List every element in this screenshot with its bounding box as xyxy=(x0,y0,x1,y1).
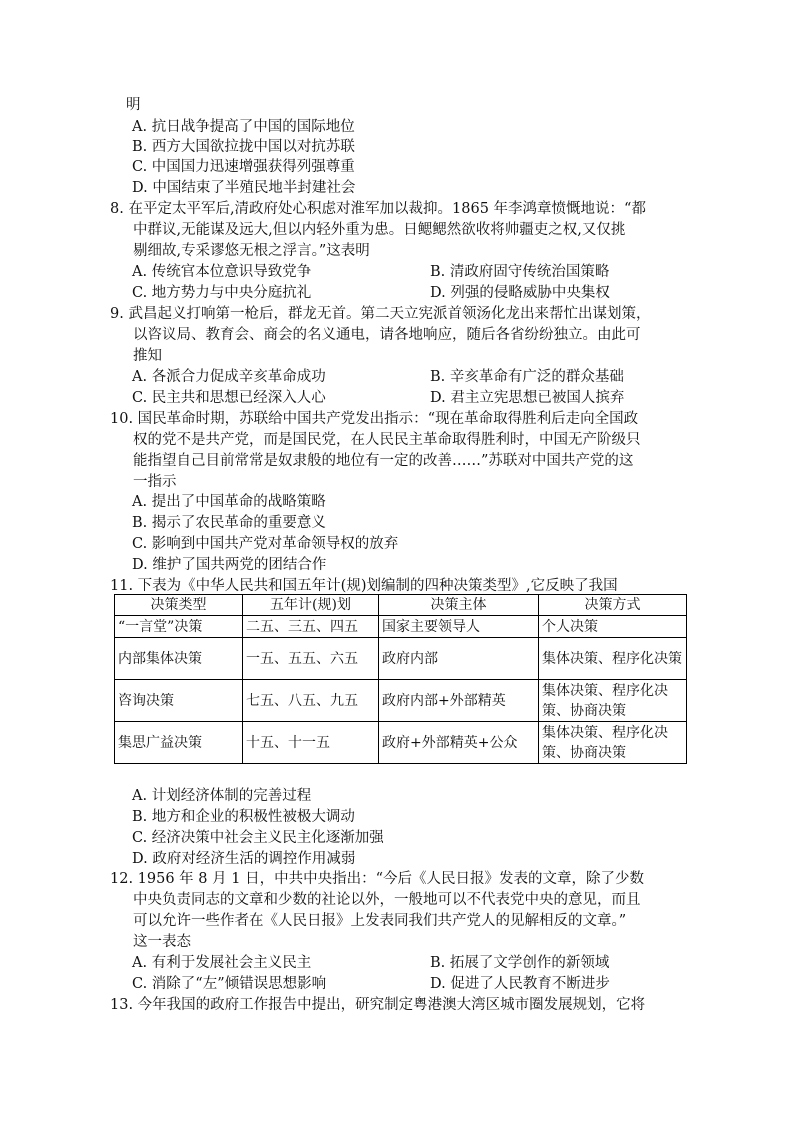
q10-option-c: C. 影响到中国共产党对革命领导权的放弃 xyxy=(132,536,399,552)
table-cell: 二五、三五、四五 xyxy=(243,616,379,638)
q11-option-a: A. 计划经济体制的完善过程 xyxy=(132,788,312,804)
q8-stem-line1: 8. 在平定太平军后,清政府处心积虑对淮军加以裁抑。1865 年李鸿章愤慨地说：“都 xyxy=(110,201,646,217)
q12-option-d: D. 促进了人民教育不断进步 xyxy=(430,976,610,992)
q7-option-b: B. 西方大国欲拉拢中国以对抗苏联 xyxy=(132,139,355,155)
q12-option-c: C. 消除了“左”倾错误思想影响 xyxy=(132,976,327,992)
q7-stem-end: 明 xyxy=(126,97,141,113)
q9-option-b: B. 辛亥革命有广泛的群众基础 xyxy=(430,369,624,385)
q9-stem-line2: 以咨议局、教育会、商会的名义通电，请各地响应，随后各省纷纷独立。由此可 xyxy=(133,327,641,343)
table-cell: 一五、五五、六五 xyxy=(243,638,379,680)
q8-option-d: D. 列强的侵略威胁中央集权 xyxy=(430,285,610,301)
q10-option-d: D. 维护了国共两党的团结合作 xyxy=(132,557,327,573)
table-cell: 政府+外部精英+公众 xyxy=(379,722,539,764)
q8-stem-line2: 中群议,无能谋及远大,但以内轻外重为患。日鳃鳃然欲收将帅疆吏之权,又仅挑 xyxy=(133,222,626,238)
q12-stem-line4: 这一表态 xyxy=(133,934,191,950)
table-cell: 咨询决策 xyxy=(115,680,243,722)
table-cell: 国家主要领导人 xyxy=(379,616,539,638)
q10-option-b: B. 揭示了农民革命的重要意义 xyxy=(132,515,326,531)
q11-stem-line1: 11. 下表为《中华人民共和国五年计(规)划编制的四种决策类型》,它反映了我国 xyxy=(110,578,618,594)
table-cell: 七五、八五、九五 xyxy=(243,680,379,722)
table-header-cell: 决策方式 xyxy=(539,595,687,616)
table-cell: “一言堂”决策 xyxy=(115,616,243,638)
table-cell: 政府内部 xyxy=(379,638,539,680)
table-header-cell: 决策类型 xyxy=(115,595,243,616)
q11-option-d: D. 政府对经济生活的调控作用减弱 xyxy=(132,851,356,867)
table-row xyxy=(115,680,687,722)
q10-stem-line3: 能指望自己目前常常是奴隶般的地位有一定的改善……”苏联对中国共产党的这 xyxy=(133,453,634,469)
q10-option-a: A. 提出了中国革命的战略策略 xyxy=(132,494,326,510)
table-cell: 内部集体决策 xyxy=(115,638,243,680)
q12-stem-line1: 12. 1956 年 8 月 1 日，中共中央指出：“今后《人民日报》发表的文章，除了少数 xyxy=(110,871,644,887)
q7-option-c: C. 中国国力迅速增强获得列强尊重 xyxy=(132,159,355,175)
q11-option-b: B. 地方和企业的积极性被极大调动 xyxy=(132,809,355,825)
q9-stem-line3: 推知 xyxy=(133,348,162,364)
table-header-cell: 五年计(规)划 xyxy=(243,595,379,616)
table-cell: 个人决策 xyxy=(539,616,687,638)
q11-option-c: C. 经济决策中社会主义民主化逐渐加强 xyxy=(132,830,384,846)
q7-option-d: D. 中国结束了半殖民地半封建社会 xyxy=(132,180,356,196)
table-cell: 集体决策、程序化决策、协商决策 xyxy=(539,722,687,764)
table-cell: 集体决策、程序化决策、协商决策 xyxy=(539,680,687,722)
q9-option-d: D. 君主立宪思想已被国人摈弃 xyxy=(430,390,625,406)
q7-option-a: A. 抗日战争提高了中国的国际地位 xyxy=(132,119,355,135)
q10-stem-line1: 10. 国民革命时期，苏联给中国共产党发出指示：“现在革命取得胜利后走向全国政 xyxy=(110,411,639,427)
q13-stem-line1: 13. 今年我国的政府工作报告中提出，研究制定粤港澳大湾区城市圈发展规划，它将 xyxy=(110,997,646,1013)
q8-option-c: C. 地方势力与中央分庭抗礼 xyxy=(132,285,312,301)
table-cell: 集体决策、程序化决策 xyxy=(539,638,687,680)
q12-option-a: A. 有利于发展社会主义民主 xyxy=(132,955,312,971)
q8-option-b: B. 清政府固守传统治国策略 xyxy=(430,264,610,280)
table-header-cell: 决策主体 xyxy=(379,595,539,616)
q12-option-b: B. 拓展了文学创作的新领域 xyxy=(430,955,610,971)
table-row xyxy=(115,616,687,638)
table-row xyxy=(115,722,687,764)
q8-stem-line3: 剔细故,专采谬悠无根之浮言。”这表明 xyxy=(133,243,370,259)
q9-option-c: C. 民主共和思想已经深入人心 xyxy=(132,390,326,406)
q8-option-a: A. 传统官本位意识导致党争 xyxy=(132,264,312,280)
table-cell: 集思广益决策 xyxy=(115,722,243,764)
q12-stem-line3: 可以允许一些作者在《人民日报》上发表同我们共产党人的见解相反的文章。” xyxy=(133,913,627,929)
table-header-row xyxy=(115,595,687,616)
table-cell: 政府内部+外部精英 xyxy=(379,680,539,722)
table-row xyxy=(115,638,687,680)
table-cell: 十五、十一五 xyxy=(243,722,379,764)
decision-types-table xyxy=(114,594,687,764)
q10-stem-line4: 一指示 xyxy=(133,474,177,490)
q12-stem-line2: 中央负责同志的文章和少数的社论以外，一般地可以不代表党中央的意见，而且 xyxy=(133,892,641,908)
q9-option-a: A. 各派合力促成辛亥革命成功 xyxy=(132,369,326,385)
q9-stem-line1: 9. 武昌起义打响第一枪后，群龙无首。第二天立宪派首领汤化龙出来帮忙出谋划策， xyxy=(110,306,651,322)
q10-stem-line2: 权的党不是共产党，而是国民党，在人民民主革命取得胜利时，中国无产阶级只 xyxy=(133,432,641,448)
